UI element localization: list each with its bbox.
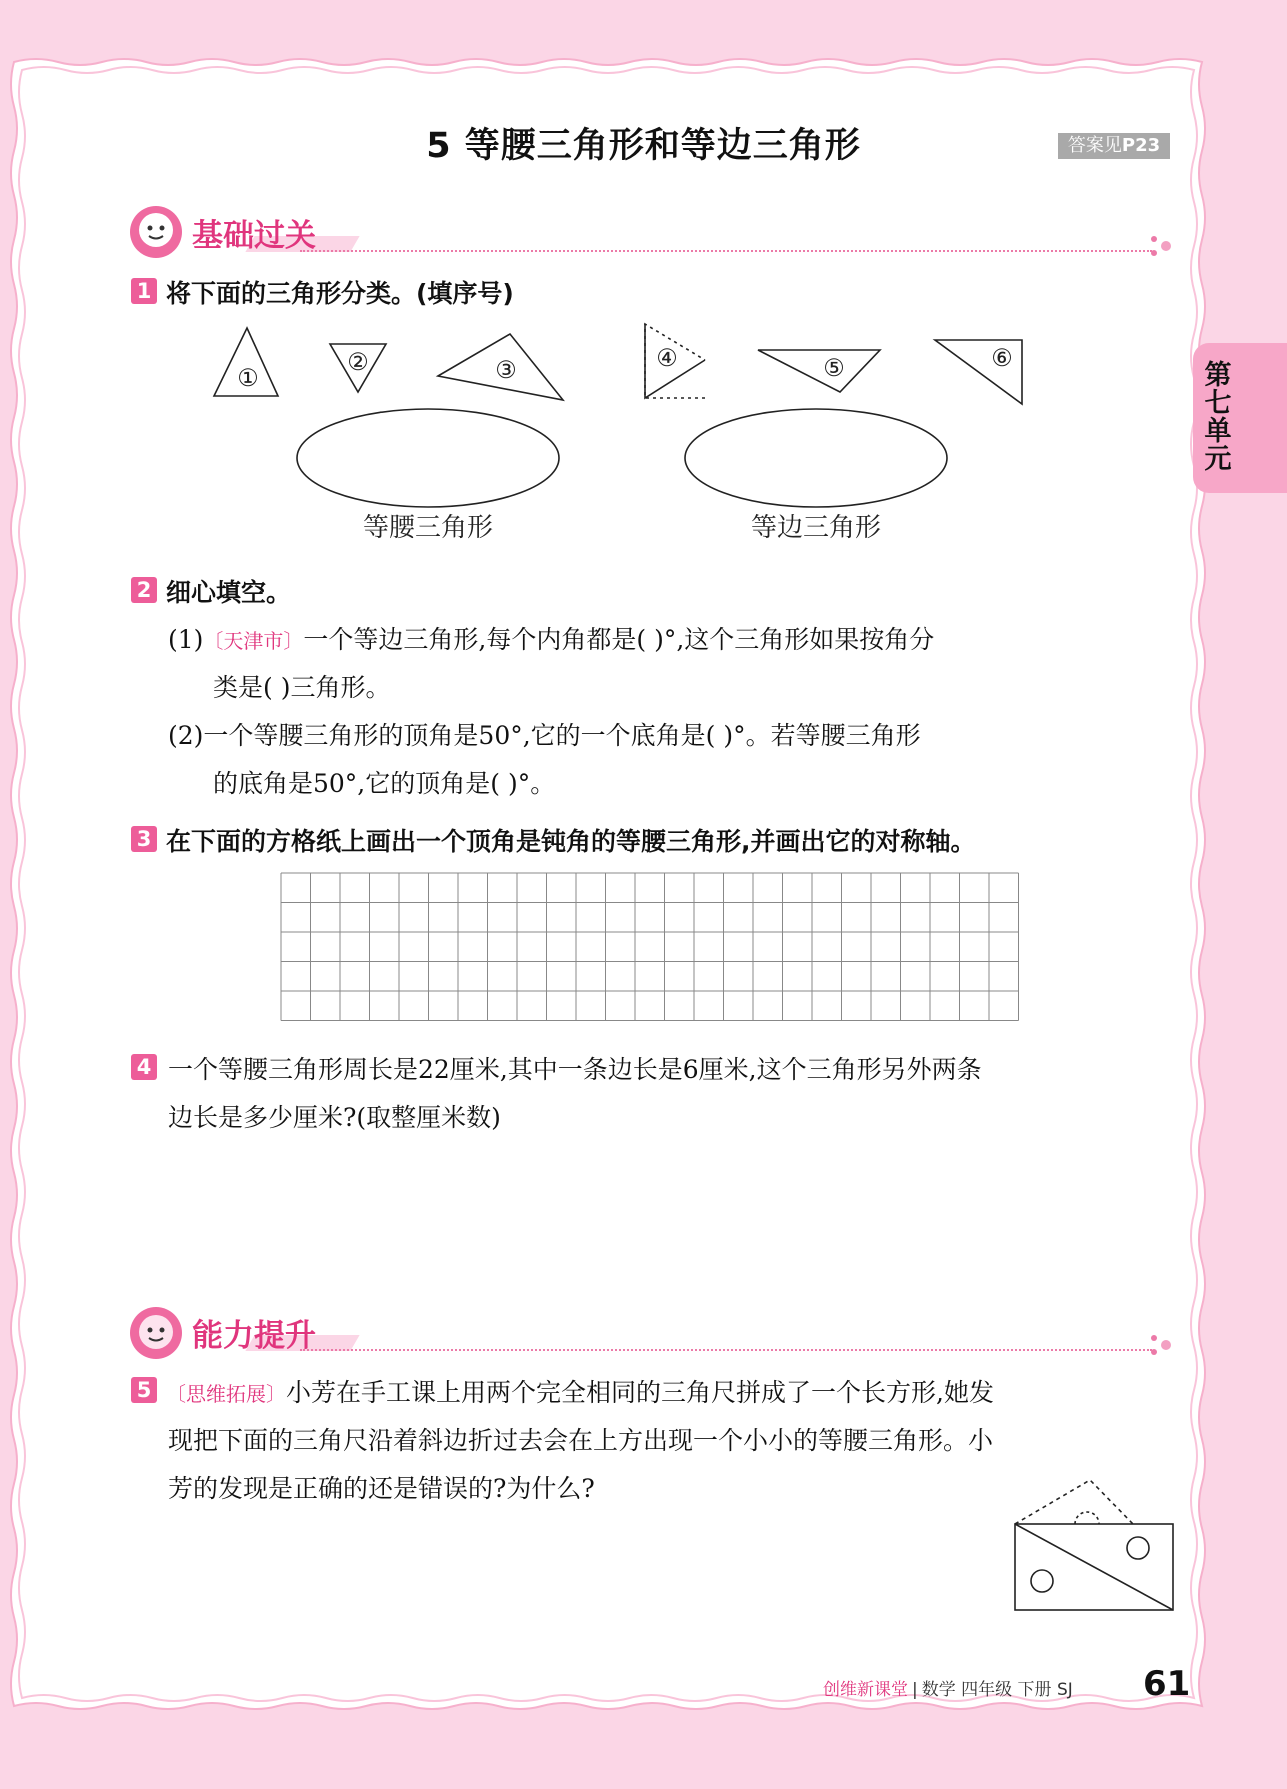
triangle-label: ①	[237, 364, 259, 392]
question-3-prompt: 在下面的方格纸上画出一个顶角是钝角的等腰三角形,并画出它的对称轴。	[166, 827, 976, 856]
question-2-part-2-line-1: (2)一个等腰三角形的顶角是50°,它的一个底角是( )°。若等腰三角形	[168, 721, 921, 750]
question-4-line-2: 边长是多少厘米?(取整厘米数)	[168, 1103, 501, 1132]
question-2-part-1-line-2: 类是( )三角形。	[213, 673, 391, 702]
triangle-label: ④	[656, 344, 678, 372]
page-number: 61	[1143, 1664, 1191, 1704]
footer-info: 数学 四年级 下册 SJ	[921, 1680, 1073, 1700]
folded-hole-dashed	[1075, 1512, 1099, 1524]
triangle-label: ③	[495, 356, 517, 384]
question-2-prompt: 细心填空。	[166, 578, 292, 607]
part-1-prefix: (1)	[168, 625, 204, 654]
question-5-line-1-text: 小芳在手工课上用两个完全相同的三角尺拼成了一个长方形,她发	[286, 1378, 994, 1407]
category-label-isosceles: 等腰三角形	[362, 513, 494, 543]
question-number-badge: 3	[131, 826, 157, 852]
category-label-equilateral: 等边三角形	[750, 513, 882, 543]
set-square-hole	[1031, 1570, 1053, 1592]
question-1-prompt: 将下面的三角形分类。(填序号)	[166, 279, 514, 308]
question-4-answer-area[interactable]	[166, 1145, 1166, 1295]
triangle-label: ②	[347, 348, 369, 376]
question-number-badge: 2	[131, 577, 157, 603]
drawing-grid[interactable]	[280, 872, 1020, 1022]
question-5-line-1	[166, 1373, 994, 1409]
question-number-badge: 1	[131, 278, 157, 304]
unit-side-tab-label: 第七单元	[1204, 360, 1232, 475]
answer-reference-badge	[1058, 133, 1170, 159]
isosceles-ellipse	[297, 409, 559, 507]
question-2-text	[166, 573, 291, 609]
thinking-tag: 〔思维拓展〕	[166, 1382, 286, 1406]
divider-dots-icon	[1148, 1334, 1174, 1356]
mascot-icon	[128, 204, 184, 260]
mascot-icon	[128, 1305, 184, 1361]
question-5-line-2: 现把下面的三角尺沿着斜边折过去会在上方出现一个小小的等腰三角形。小	[168, 1426, 994, 1455]
footer-separator: |	[912, 1680, 918, 1700]
question-1-text	[166, 274, 514, 310]
section-title-advanced: 能力提升	[192, 1318, 316, 1354]
section-title-basic: 基础过关	[192, 218, 316, 254]
question-number-badge: 5	[131, 1377, 157, 1403]
equilateral-ellipse	[685, 409, 947, 507]
page-title: 5 等腰三角形和等边三角形	[426, 126, 861, 166]
question-3-text	[166, 822, 976, 858]
diagonal-line	[1015, 1524, 1173, 1610]
question-2-part-1-line-1	[168, 620, 934, 656]
answer-reference-prefix: 答案见	[1067, 135, 1122, 156]
section-divider	[300, 250, 1152, 252]
triangle-figures	[200, 320, 1040, 550]
question-number-badge: 4	[131, 1054, 157, 1080]
footer-brand: 创维新课堂	[823, 1680, 908, 1700]
triangle-label: ⑤	[823, 354, 845, 382]
question-5-line-3: 芳的发现是正确的还是错误的?为什么?	[168, 1474, 595, 1503]
set-square-figure	[1005, 1470, 1185, 1615]
section-divider	[300, 1349, 1152, 1351]
triangle-5	[758, 350, 880, 392]
divider-dots-icon	[1148, 235, 1174, 257]
question-2-part-2-line-2: 的底角是50°,它的顶角是( )°。	[213, 769, 556, 798]
answer-reference-page: P23	[1121, 135, 1161, 156]
triangle-label: ⑥	[991, 344, 1013, 372]
folded-triangle-dashed	[1015, 1480, 1133, 1524]
set-square-hole	[1127, 1537, 1149, 1559]
question-4-line-1: 一个等腰三角形周长是22厘米,其中一条边长是6厘米,这个三角形另外两条	[168, 1055, 982, 1084]
part-1-text: 一个等边三角形,每个内角都是( )°,这个三角形如果按角分	[303, 625, 935, 654]
footer	[823, 1675, 1073, 1700]
source-tag: 〔天津市〕	[203, 629, 304, 653]
